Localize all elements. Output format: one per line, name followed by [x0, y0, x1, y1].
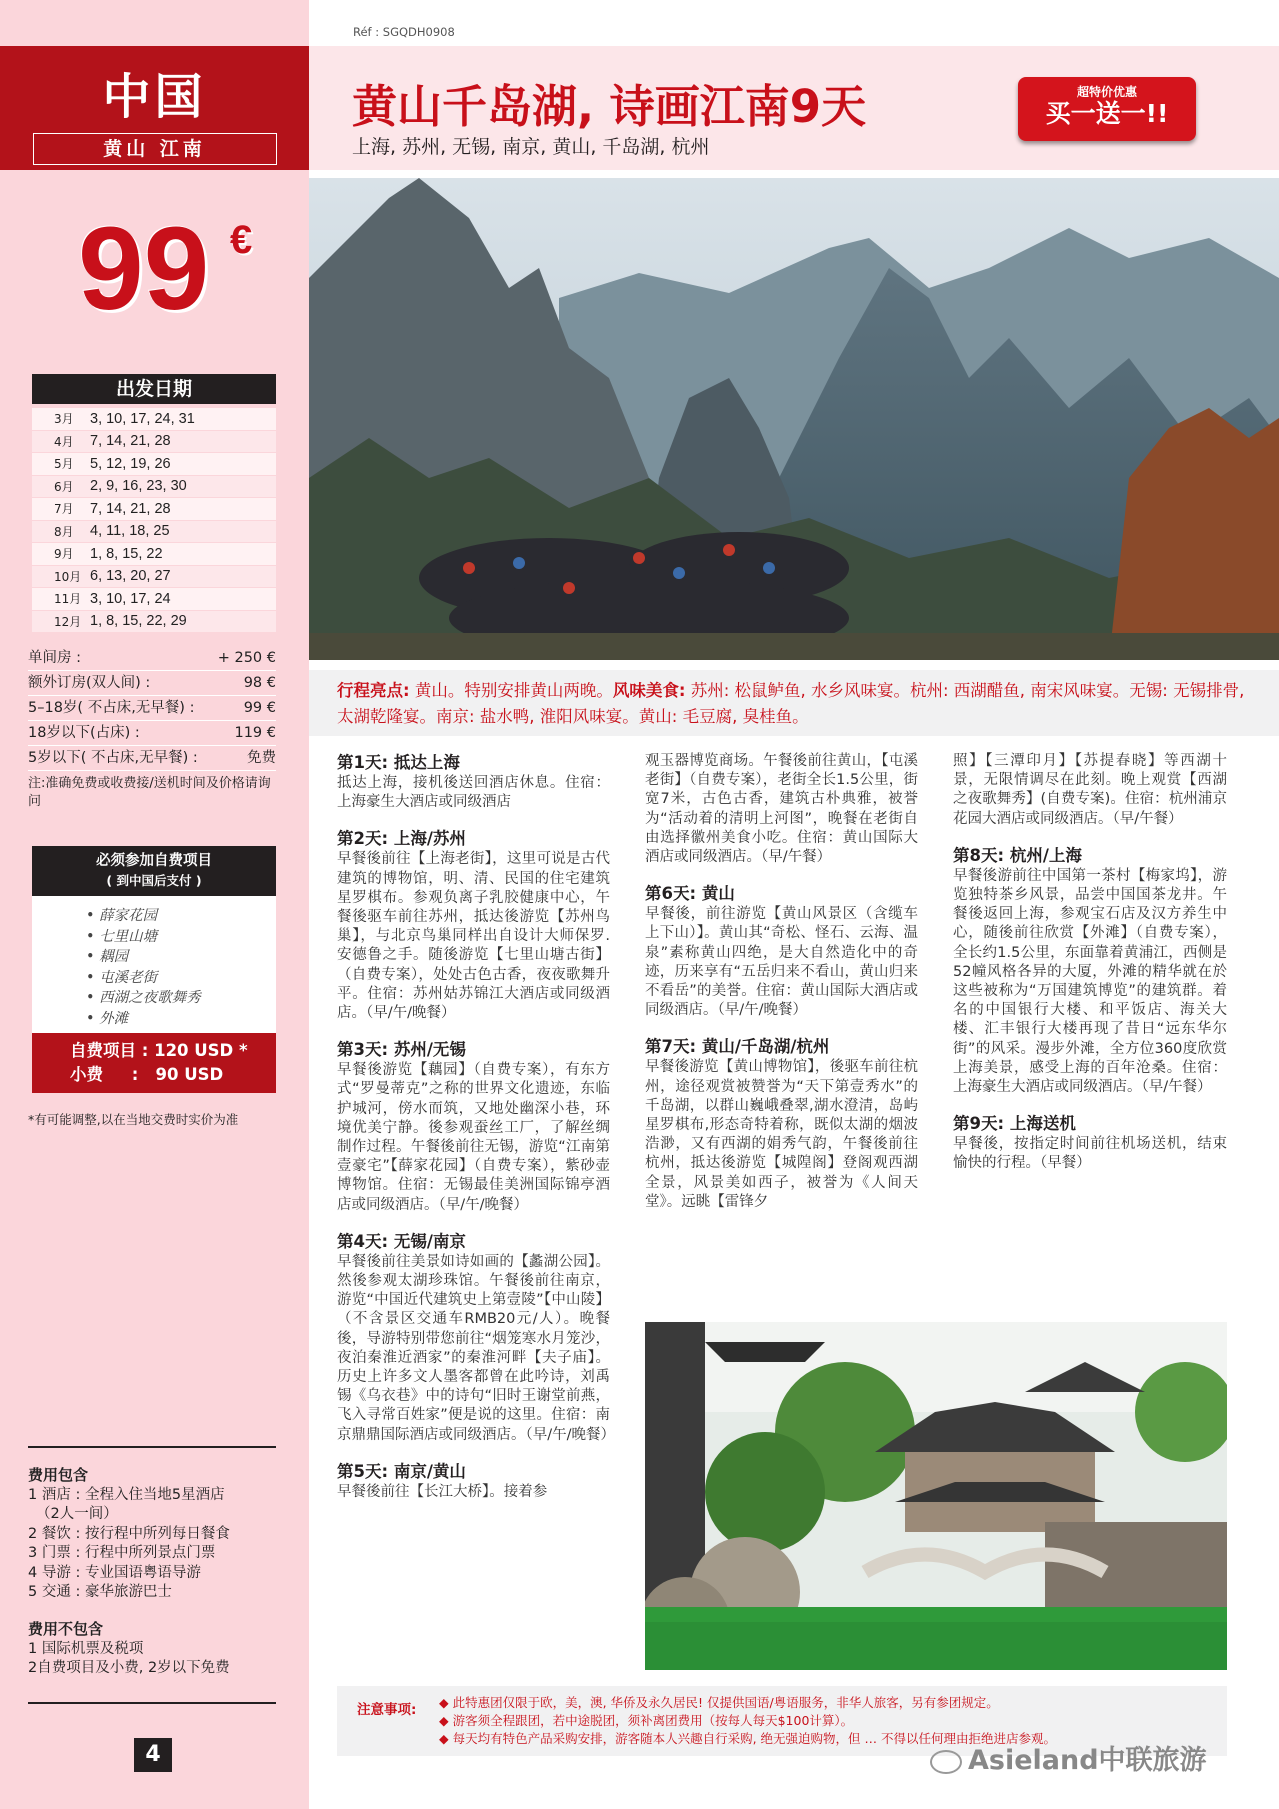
itinerary-day: [337, 1231, 616, 1445]
departure-row: [32, 408, 276, 431]
departure-row: [32, 611, 276, 634]
fee-label: 5岁以下( 不占床,无早餐) :: [28, 750, 198, 766]
optional-item-label: 屯溪老街: [99, 969, 158, 986]
optional-title: [32, 846, 276, 896]
included-item: 2 餐饮 : 按行程中所列每日餐食: [28, 1525, 230, 1542]
highlights-bar: [309, 670, 1279, 736]
optional-item-label: 外滩: [99, 1010, 129, 1027]
excluded-section: [28, 1620, 276, 1679]
day-body: 早餐後，前往游览【黄山风景区（含缆车上下山）】。黄山其“奇松、怪石、云海、温泉”素称黄山四绝，是大自然造化中的奇迹，历来享有“五岳归来不看山，黄山归来不看岳”的美誉。住宿：黄山国际大酒店或同级酒店。（早/午/晚餐）: [645, 906, 918, 1019]
day-title: 第9天: 上海送机: [953, 1114, 1076, 1134]
departure-row: [32, 453, 276, 476]
day-body: 观玉器博览商场。午餐後前往黄山，【屯溪老街】（自费专案），老街全长1.5公里，街宽7米，古色古香，建筑古朴典雅，被誉为“活动着的清明上河图”，晚餐在老街自由选择徽州美食小吃。住宿：黄山国际大酒店或同级酒店。（早/午餐）: [645, 753, 918, 866]
promo-small-label: 超特价优惠: [1076, 85, 1137, 99]
route-subtitle: 上海, 苏州, 无锡, 南京, 黄山, 千岛湖, 杭州: [352, 136, 710, 158]
departure-month: 11月: [54, 592, 82, 607]
fee-label: 额外订房(双人间) :: [28, 675, 151, 691]
day-body: 早餐後游前往中国第一茶村【梅家坞】，游览独特茶乡风景，品尝中国国茶龙井。午餐後返回上海，参观宝石店及汉方养生中心，随後前往欣赏【外滩】（自费专案），全长约1.5公里，东面靠着黄浦江，西侧是52幢风格各异的大厦，外滩的精华就在於这些被称为“万国建筑博览”的建筑群。着名的中国银行大楼、和平饭店、海关大楼、汇丰银行大楼再现了昔日“远东华尔街”的风采。漫步外滩，全方位360度欣赏上海美景，感受上海的百年沧桑。住宿：上海豪生大酒店或同级酒店。（早/午餐）: [953, 867, 1227, 1096]
departure-month: 3月: [54, 412, 74, 427]
food-text: 苏州: 松鼠鲈鱼, 水乡风味宴。杭州: 西湖醋鱼, 南宋风味宴。无锡: 无锡排骨, 太湖乾隆宴。南京: 盐水鸭, 淮阳风味宴。黄山: 毛豆腐, 臭桂鱼。: [337, 681, 1245, 726]
itinerary-column-3: [953, 752, 1227, 1190]
excluded-item: 2自费项目及小费, 2岁以下免费: [28, 1660, 230, 1676]
day-body: 抵达上海，接机後送回酒店休息。住宿：上海豪生大酒店或同级酒店: [337, 775, 610, 811]
departure-dates: 1, 8, 15, 22, 29: [90, 613, 187, 630]
departure-dates: 3, 10, 17, 24: [90, 590, 171, 607]
day-body: 早餐後前往【上海老街】，这里可说是古代建筑的博物馆，明、清、民国的住宅建筑星罗棋布。参观负离子乳胶健康中心，午餐後驱车前往苏州，抵达後游览【苏州鸟巢】，与北京鸟巢同样出自设计大师保罗. 安德鲁之手。随後游览【七里山塘古街】（自费专案），处处古色古香，夜夜歌舞升平。住宿：苏州姑苏锦江大酒店或同级酒店。（早/午/晚餐）: [337, 851, 610, 1022]
optional-item: • 七里山塘: [86, 928, 158, 945]
wechat-icon: [930, 1750, 962, 1774]
day-title: 第2天: 上海/苏州: [337, 829, 466, 849]
departure-list: [32, 408, 276, 633]
fee-row: [28, 671, 276, 696]
day-title: 第1天: 抵达上海: [337, 753, 460, 772]
fee-row: [28, 696, 276, 721]
departure-dates: 2, 9, 16, 23, 30: [90, 478, 187, 495]
optional-list: [32, 896, 276, 1033]
included-item: 5 交通 : 豪华旅游巴士: [28, 1584, 172, 1600]
departure-month: 5月: [54, 457, 74, 472]
day-title: 第5天: 南京/黄山: [337, 1461, 466, 1481]
departure-row: [32, 431, 276, 454]
departure-month: 8月: [54, 524, 74, 539]
itinerary-day: [337, 1039, 610, 1215]
optional-item: • 薛家花园: [86, 908, 158, 924]
optional-item: • 屯溪老街: [86, 969, 158, 986]
notice-item: ◆ 此特惠团仅限于欧，美，澳, 华侨及永久居民! 仅提供国语/粤语服务，非华人旅客，另有参团规定。: [439, 1695, 999, 1710]
destination-header: [0, 46, 309, 170]
departure-month: 6月: [54, 479, 74, 494]
fee-row: [28, 746, 276, 771]
itinerary-day: [645, 883, 918, 1020]
itinerary-column-2: [645, 752, 918, 1228]
departure-title: 出发日期: [32, 374, 276, 404]
divider: [28, 1702, 276, 1704]
promo-main-label: 买一送一!!: [1045, 99, 1169, 128]
departure-dates: 3, 10, 17, 24, 31: [90, 410, 195, 427]
excluded-title: 费用不包含: [28, 1620, 104, 1638]
departure-dates: 1, 8, 15, 22: [90, 545, 163, 562]
optional-title-main: 必须参加自费项目: [96, 853, 212, 869]
fee-label: 单间房 :: [28, 650, 81, 666]
day-title: 第8天: 杭州/上海: [953, 845, 1082, 865]
highlights-text: 黄山。特别安排黄山两晚。: [409, 681, 613, 700]
fee-label: 5–18岁( 不占床,无早餐) :: [28, 700, 195, 716]
itinerary-day: [953, 752, 1227, 829]
included-item: 4 导游 : 专业国语粤语导游: [28, 1564, 201, 1581]
departure-dates: 6, 13, 20, 27: [90, 568, 171, 585]
included-item: 1 酒店 : 全程入住当地5星酒店: [28, 1486, 225, 1503]
included-title: 费用包含: [28, 1466, 89, 1484]
optional-item-label: 西湖之夜歌舞秀: [99, 990, 201, 1006]
departure-row: [32, 566, 276, 589]
page-title: 黄山千岛湖, 诗画江南9天: [352, 80, 867, 133]
departure-row: [32, 521, 276, 544]
departure-month: 7月: [54, 502, 74, 517]
food-label: 风味美食:: [612, 681, 686, 700]
departure-month: 9月: [54, 547, 74, 562]
departure-dates: 4, 11, 18, 25: [90, 523, 170, 540]
fee-value: 119 €: [234, 725, 276, 741]
watermark-text: Asieland中联旅游: [968, 1745, 1207, 1776]
promo-badge: [1018, 77, 1196, 141]
day-title: 第3天: 苏州/无锡: [337, 1040, 466, 1060]
optional-item: • 外滩: [86, 1010, 129, 1027]
optional-item-label: 薛家花园: [99, 908, 158, 924]
day-body: 早餐後游览【藕园】（自费专案），有东方式“罗曼蒂克”之称的世界文化遗迹，东临护城河，傍水而筑，又地处幽深小巷，环境优美宁静。後参观蚕丝工厂，了解丝绸制作过程。午餐後前往无锡，游览“江南第壹豪宅”【薛家花园】（自费专案），紫砂壶博物馆。住宿：无锡最佳美洲国际锦亭酒店或同级酒店。（早/午/晚餐）: [337, 1062, 610, 1213]
day-body: 早餐後前往美景如诗如画的【蠡湖公园】。然後参观太湖珍珠馆。午餐後前往南京，游览“中国近代建筑史上第壹陵”【中山陵】（不含景区交通车RMB20元/人）。晚餐後，导游特别带您前往“烟笼寒水月笼沙，夜泊秦淮近酒家”的秦淮河畔【夫子庙】。历史上许多文人墨客都曾在此吟诗，刘禹锡《乌衣巷》中的诗句“旧时王谢堂前燕，飞入寻常百姓家”便是说的这里。住宿：南京鼎鼎国际酒店或同级酒店。（早/午/晚餐）: [337, 1253, 616, 1443]
notice-title: 注意事项:: [357, 1702, 417, 1718]
day-body: 照】【三潭印月】【苏提春晓】等西湖十景，无限情调尽在此刻。晚上观赏【西湖之夜歌舞秀】(自费专案)。住宿：杭州浦京花园大酒店或同级酒店。（早/午餐）: [953, 753, 1227, 827]
reference-code: Réf : SGQDH0908: [353, 25, 455, 39]
itinerary-day: [337, 1461, 610, 1502]
tip-fee-line: 小费 : 90 USD: [70, 1065, 224, 1084]
departure-month: 12月: [54, 614, 82, 629]
included-item: （2人一间）: [36, 1506, 118, 1522]
departure-month: 4月: [54, 434, 74, 449]
itinerary-day: [645, 1036, 918, 1212]
fee-note: 注:准确免费或收费接/送机时间及价格请询问: [28, 776, 271, 809]
notice-item: ◆ 游客须全程跟团，若中途脱团，须补离团费用（按每人每天$100计算）。: [439, 1713, 854, 1728]
price-currency: €: [230, 218, 253, 262]
mountain-illustration: [309, 178, 1279, 660]
optional-fee-box: [32, 1033, 276, 1093]
departure-month: 10月: [54, 569, 82, 584]
notice-item: ◆ 每天均有特色产品采购安排，游客随本人兴趣自行采购, 绝无强迫购物，但 … 不得以任何理由拒绝进店参观。: [439, 1731, 1056, 1746]
optional-items-box: [32, 846, 276, 1093]
fee-table: [28, 646, 276, 811]
included-section: [28, 1446, 276, 1603]
optional-title-sub: ( 到中国后支付 ): [106, 873, 202, 888]
itinerary-day: [953, 845, 1227, 1097]
fee-label: 18岁以下(占床) :: [28, 725, 140, 741]
country-name: 中国: [102, 69, 207, 125]
departure-row: [32, 476, 276, 499]
itinerary-day: [337, 828, 610, 1023]
departure-row: [32, 588, 276, 611]
price-value: 99: [78, 203, 210, 335]
day-body: 早餐後，按指定时间前往机场送机，结束愉快的行程。（早餐）: [953, 1136, 1227, 1172]
fee-value: 99 €: [243, 700, 276, 716]
fee-row: [28, 721, 276, 746]
highlights-label: 行程亮点:: [337, 681, 410, 700]
huangshan-photo: [309, 178, 1279, 660]
departure-row: [32, 543, 276, 566]
garden-illustration: [645, 1322, 1227, 1670]
optional-item: • 西湖之夜歌舞秀: [86, 990, 201, 1006]
fee-row: [28, 646, 276, 671]
optional-item-label: 七里山塘: [99, 928, 158, 945]
day-body: 早餐後游览【黄山博物馆】，後驱车前往杭州，途径观赏被赞誉为“天下第壹秀水”的千岛湖，以群山巍峨叠翠,湖水澄清，岛屿星罗棋布,形态奇特着称，既似太湖的烟波浩渺，又有西湖的娟秀气韵，午餐後前往杭州，抵达後游览【城隍阁】登阁观西湖全景，风景美如西子，被誉为《人间天堂》。远眺【雷锋夕: [645, 1059, 918, 1210]
optional-fee-line: 自费项目 : 120 USD *: [70, 1041, 248, 1060]
itinerary-column-1: [337, 752, 616, 1518]
itinerary-day: [645, 752, 918, 867]
day-title: 第6天: 黄山: [645, 884, 735, 904]
garden-photo: [645, 1322, 1227, 1670]
departure-dates: 5, 12, 19, 26: [90, 455, 171, 472]
day-title: 第7天: 黄山/千岛湖/杭州: [645, 1037, 830, 1057]
sidebar: [0, 0, 309, 1809]
departure-dates: 7, 14, 21, 28: [90, 500, 171, 517]
departure-dates: 7, 14, 21, 28: [90, 433, 171, 450]
departure-row: [32, 498, 276, 521]
excluded-item: 1 国际机票及税项: [28, 1640, 144, 1657]
region-name: 黄山 江南: [33, 133, 277, 165]
optional-note: *有可能调整,以在当地交费时实价为准: [28, 1112, 239, 1127]
itinerary-day: [953, 1113, 1227, 1173]
fee-value: 免费: [247, 750, 276, 766]
fee-value: + 250 €: [217, 650, 276, 666]
page-number: 4: [134, 1738, 172, 1772]
itinerary-day: [337, 752, 610, 812]
day-title: 第4天: 无锡/南京: [337, 1231, 466, 1251]
optional-item-label: 耦园: [99, 949, 129, 965]
fee-value: 98 €: [243, 675, 276, 691]
included-item: 3 门票 : 行程中所列景点门票: [28, 1545, 216, 1561]
watermark: [930, 1738, 1207, 1777]
day-body: 早餐後前往【长江大桥】。接着参: [337, 1483, 548, 1500]
optional-item: • 耦园: [86, 949, 129, 965]
